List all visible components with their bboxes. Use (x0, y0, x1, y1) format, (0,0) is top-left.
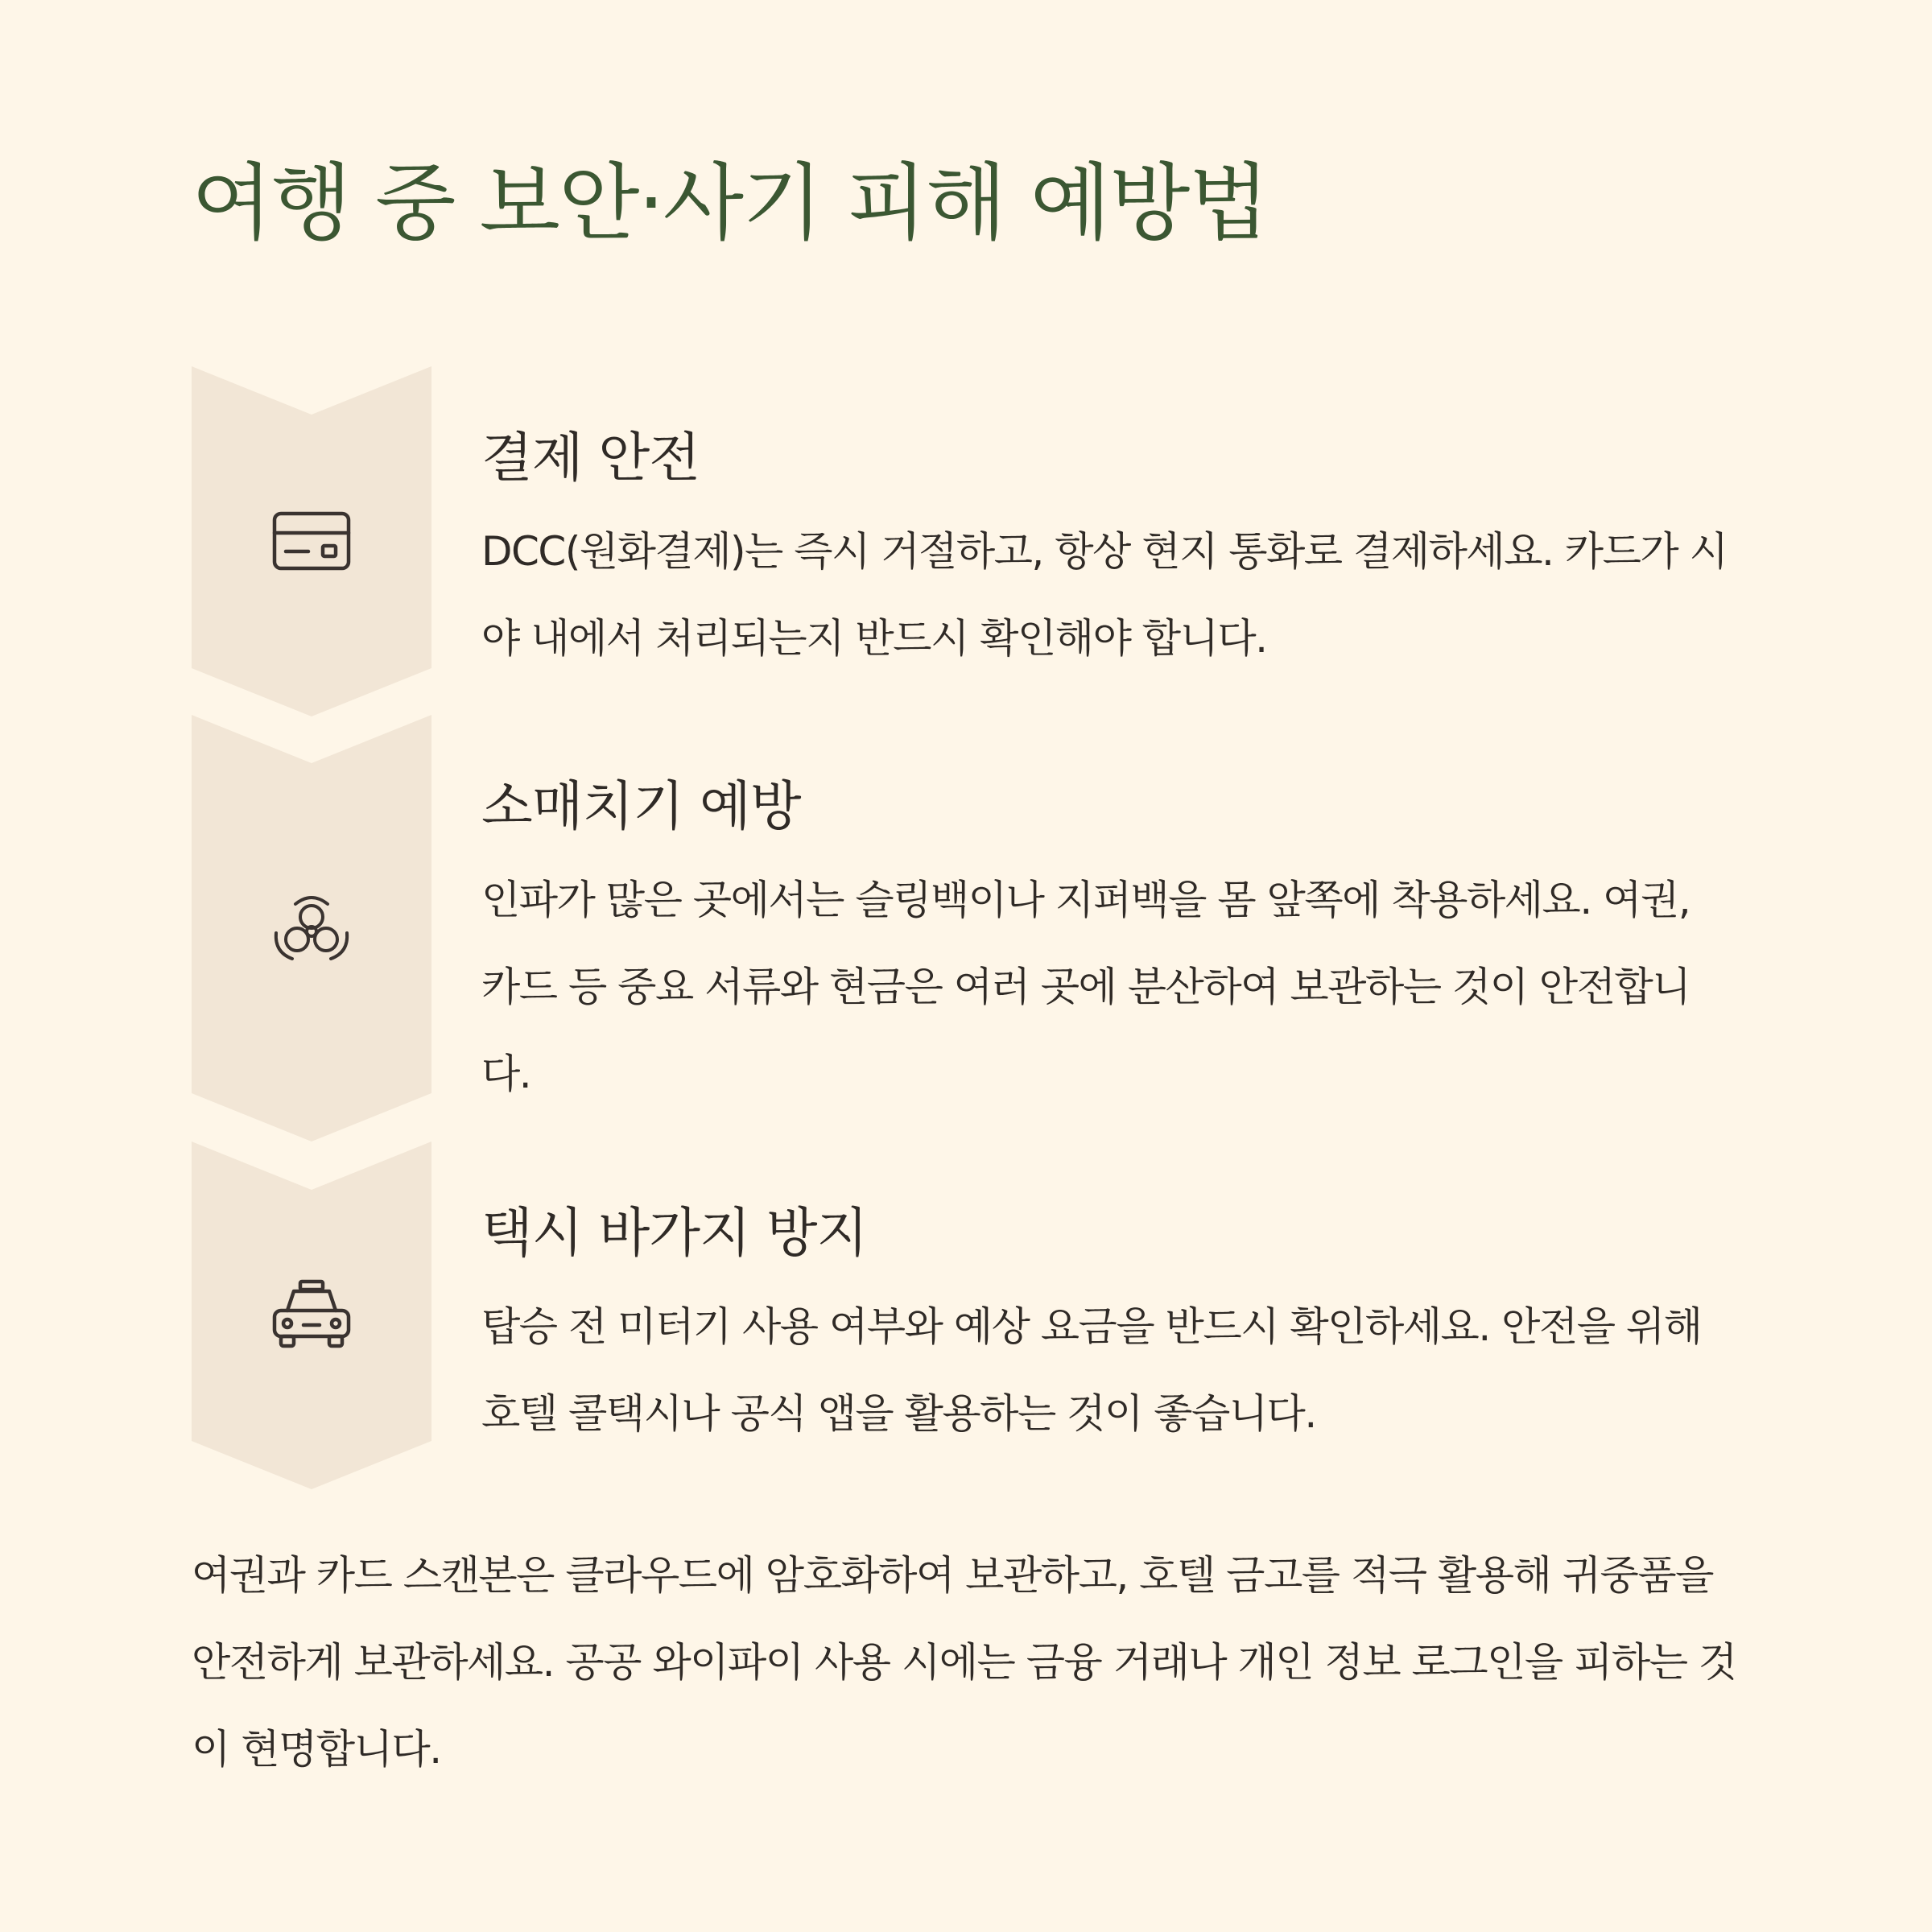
step-description: 탑승 전 미터기 사용 여부와 예상 요금을 반드시 확인하세요. 안전을 위해 호텔 콜택시나 공식 앱을 활용하는 것이 좋습니다. (481, 1303, 1702, 1437)
taxi-icon (271, 1278, 352, 1343)
step-title: 소매치기 예방 (481, 775, 801, 837)
page-title: 여행 중 보안·사기 피해 예방법 (192, 154, 1268, 252)
step-description: DCC(원화결제)는 즉시 거절하고, 항상 현지 통화로 결제하세요. 카드가 시야 내에서 처리되는지 반드시 확인해야 합니다. (481, 528, 1728, 662)
credit-card-icon (271, 509, 352, 573)
step-title: 택시 바가지 방지 (481, 1202, 868, 1264)
step-description: 인파가 많은 곳에서는 슬링백이나 지퍼백을 몸 앞쪽에 착용하세요. 여권, 카드 등 중요 서류와 현금은 여러 곳에 분산하여 보관하는 것이 안전합니다. (481, 877, 1690, 1097)
footer-note: 여권과 카드 스캔본은 클라우드에 암호화하여 보관하고, 호텔 금고를 적극 활용해 귀중품을 안전하게 보관하세요. 공공 와이파이 사용 시에는 금융 거래나 개인 정보 로그인을 피하는 것이 현명합니다. (192, 1552, 1736, 1773)
biohazard-icon (271, 893, 352, 957)
step-title: 결제 안전 (481, 427, 700, 489)
